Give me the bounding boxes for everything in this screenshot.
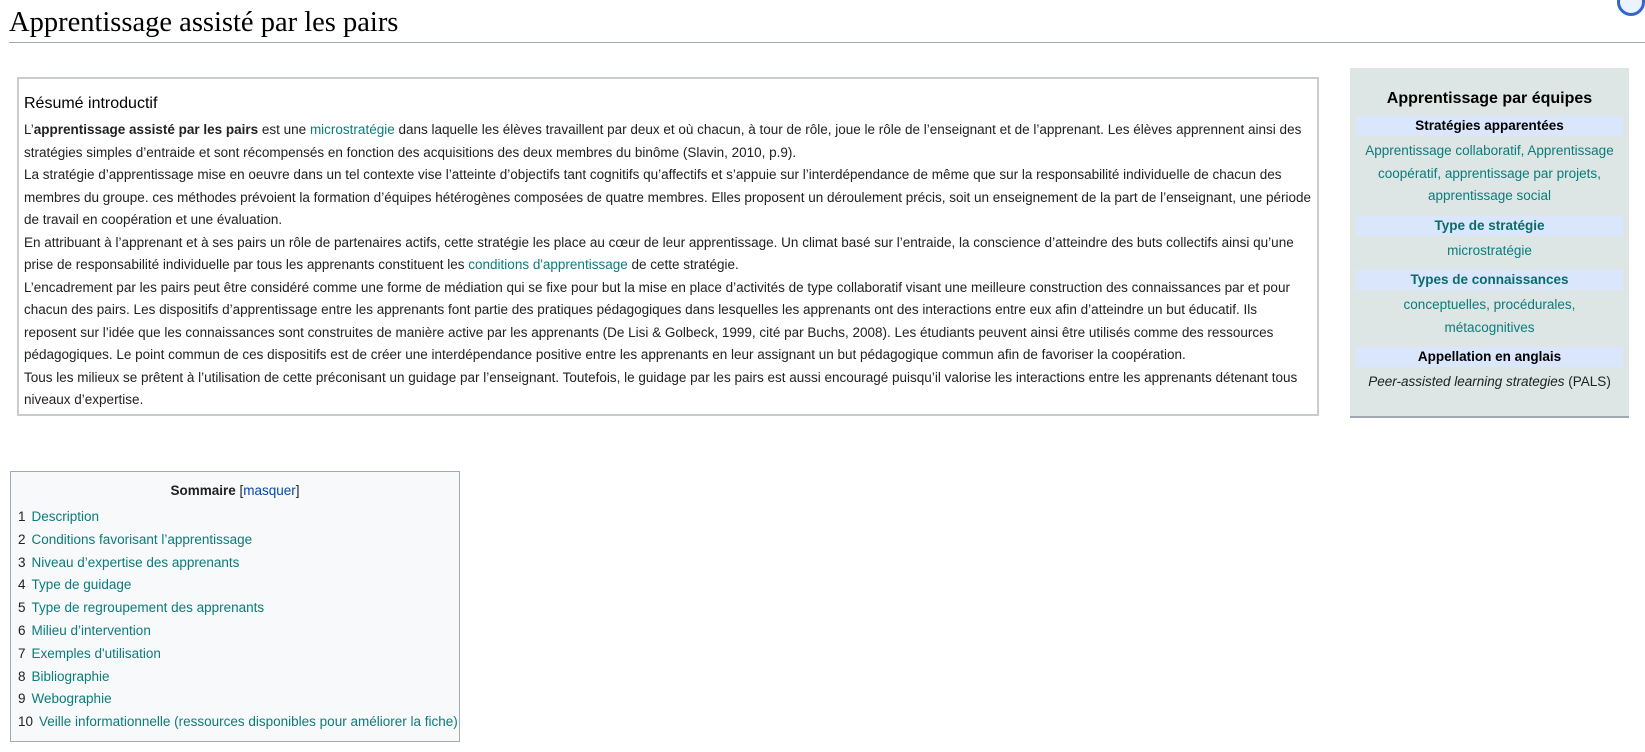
toc-link[interactable]: Webographie xyxy=(31,691,112,707)
summary-box xyxy=(17,77,1319,416)
p1-mid: est une xyxy=(258,122,310,137)
sep: , xyxy=(1437,165,1445,181)
english-name: Peer-assisted learning strategies xyxy=(1368,374,1565,389)
toc-number: 3 xyxy=(18,554,26,570)
toc-item[interactable] xyxy=(18,711,458,734)
toc-item[interactable] xyxy=(18,529,452,552)
toc-link[interactable]: Conditions favorisant l’apprentissage xyxy=(31,531,253,547)
p3-prefix: En attribuant à l’apprenant et à ses pairs un rôle de partenaires actifs, cette stratégie les place au cœur de leur apprentissage. Un climat basé sur l’entraide, la conscience d’atteindre des buts collectifs ainsi qu’une prise de responsabilité individuelle par tous les apprenants constituent les xyxy=(24,234,1294,272)
toc-number: 10 xyxy=(18,714,34,730)
toc-link[interactable]: Niveau d’expertise des apprenants xyxy=(31,554,240,570)
link-social[interactable]: apprentissage social xyxy=(1427,188,1552,203)
sep: , xyxy=(1486,297,1494,312)
toc-list xyxy=(18,506,458,734)
infobox-header-connaissances: Types de connaissances xyxy=(1356,270,1623,290)
toc-item[interactable] xyxy=(18,688,452,711)
toc-bracket-close: ] xyxy=(295,483,300,498)
summary-paragraph-3 xyxy=(24,232,1312,277)
link-procedurales[interactable]: procédurales xyxy=(1493,297,1572,312)
infobox-header-anglais: Appellation en anglais xyxy=(1356,347,1623,367)
toc-item[interactable] xyxy=(18,643,452,666)
toc-title: Sommaire xyxy=(170,483,236,498)
toc-link[interactable]: Exemples d'utilisation xyxy=(31,645,161,661)
sep: , xyxy=(1520,143,1528,158)
toc-link[interactable]: Milieu d’intervention xyxy=(31,622,151,638)
infobox-value-type xyxy=(1356,236,1623,265)
toc-item[interactable] xyxy=(18,666,452,689)
toc-number: 2 xyxy=(18,531,26,547)
toc-link[interactable]: Veille informationnelle (ressources disponibles pour améliorer la fiche) xyxy=(39,714,458,730)
toc-link[interactable]: Type de regroupement des apprenants xyxy=(31,600,265,616)
summary-heading: Résumé introductif xyxy=(24,95,158,112)
toc-item[interactable] xyxy=(18,506,452,529)
summary-paragraph-5: Tous les milieux se prêtent à l’utilisation de cette préconisant un guidage par l’enseignant. Toutefois, le guidage par les pairs est aussi encouragé puisqu’il valorise les interactions entre les apprenants détenant tous niveaux d’expertise. xyxy=(24,369,1298,407)
link-conceptuelles[interactable]: conceptuelles xyxy=(1403,297,1487,312)
page-title: Apprentissage assisté par les pairs xyxy=(9,4,1645,43)
infobox xyxy=(1350,68,1629,418)
english-acronym: (PALS) xyxy=(1564,374,1611,389)
infobox-header-strategies: Stratégies apparentées xyxy=(1356,116,1623,136)
conditions-apprentissage-link[interactable]: conditions d'apprentissage xyxy=(468,257,628,272)
toc-number: 6 xyxy=(18,622,26,638)
toc-item[interactable] xyxy=(18,552,452,575)
summary-paragraph-1 xyxy=(24,119,1312,164)
toc-title-row xyxy=(18,481,452,501)
sep: , xyxy=(1571,297,1576,312)
link-metacognitives[interactable]: métacognitives xyxy=(1444,319,1535,335)
summary-text xyxy=(24,119,1312,412)
link-microstrategie[interactable]: microstratégie xyxy=(1447,242,1532,258)
toc-number: 8 xyxy=(18,668,26,684)
summary-paragraph-4: L’encadrement par les pairs peut être considéré comme une forme de médiation qui se fixe pour but la mise en place d’activités de type collaboratif visant une meilleure construction des connaissances par et pour chacun des pairs. Les dispositifs d’apprentissage entre les apprenants font partie des pratiques pédagogiques dans lesquelles les apprenants ont des interactions entre eux afin d’atteindre un but éducatif. Ils reposent sur l’idée que les connaissances sont construites de manière active par les apprenants (De Lisi & Golbeck, 1999, cité par Buchs, 2008). Les étudiants peuvent ainsi être utilisés comme des ressources pédagogiques. Le point commun de ces dispositifs est de créer une interdépendance positive entre les apprenants en leur assignant un but pédagogique commun afin de favoriser la coopération. xyxy=(24,279,1290,362)
infobox-value-connaissances xyxy=(1356,290,1623,341)
link-par-projets[interactable]: apprentissage par projets xyxy=(1444,165,1598,181)
infobox-title: Apprentissage par équipes xyxy=(1386,90,1593,107)
toc-hide-toggle[interactable]: masquer xyxy=(243,483,296,498)
toc-item[interactable] xyxy=(18,620,452,643)
toc-number: 9 xyxy=(18,691,26,707)
infobox-header-type: Type de stratégie xyxy=(1356,216,1623,236)
toc-number: 4 xyxy=(18,577,26,593)
summary-paragraph-2: La stratégie d’apprentissage mise en oeuvre dans un tel contexte vise l’atteinte d’objectifs tant cognitifs qu’affectifs et s’appuie sur l’interdépendance de même que sur la responsabilité individuelle de chacun des membres du groupe. ces méthodes prévoient la formation d’équipes hétérogènes composées de quatre membres. Elles proposent un déroulement précis, soit un enseignement de la part de l’enseignant, une période de travail en coopération et une évaluation. xyxy=(24,167,1312,227)
toc-item[interactable] xyxy=(18,597,452,620)
infobox-value-strategies xyxy=(1356,136,1623,210)
toc-link[interactable]: Bibliographie xyxy=(31,668,110,684)
toc-number: 7 xyxy=(18,645,26,661)
microstrategie-link[interactable]: microstratégie xyxy=(309,122,395,137)
toc-link[interactable]: Type de guidage xyxy=(31,577,132,593)
term-bold: apprentissage assisté par les pairs xyxy=(33,122,259,137)
p1-prefix: L’ xyxy=(24,122,34,137)
link-collaboratif[interactable]: Apprentissage collaboratif xyxy=(1365,143,1521,158)
link-cooperatif[interactable]: Apprentissage coopératif xyxy=(1378,143,1614,181)
infobox-value-anglais xyxy=(1356,367,1623,396)
toc-bracket-open: [ xyxy=(235,483,244,498)
toc-number: 5 xyxy=(18,600,26,616)
toc-number: 1 xyxy=(18,509,26,524)
table-of-contents xyxy=(10,471,460,742)
toc-item[interactable] xyxy=(18,574,452,597)
p1-rest: dans laquelle les élèves travaillent par deux et où chacun, à tour de rôle, joue le rôle de l’enseignant et de l’apprenant. Les élèves apprennent ainsi des stratégies simples d’entraide et sont récompensés en fonction des acquisitions des deux membres du binôme (Slavin, 2010, p.9). xyxy=(24,122,1302,160)
sep: , xyxy=(1597,165,1601,181)
p3-rest: de cette stratégie. xyxy=(627,257,739,272)
toc-link[interactable]: Description xyxy=(31,509,100,524)
